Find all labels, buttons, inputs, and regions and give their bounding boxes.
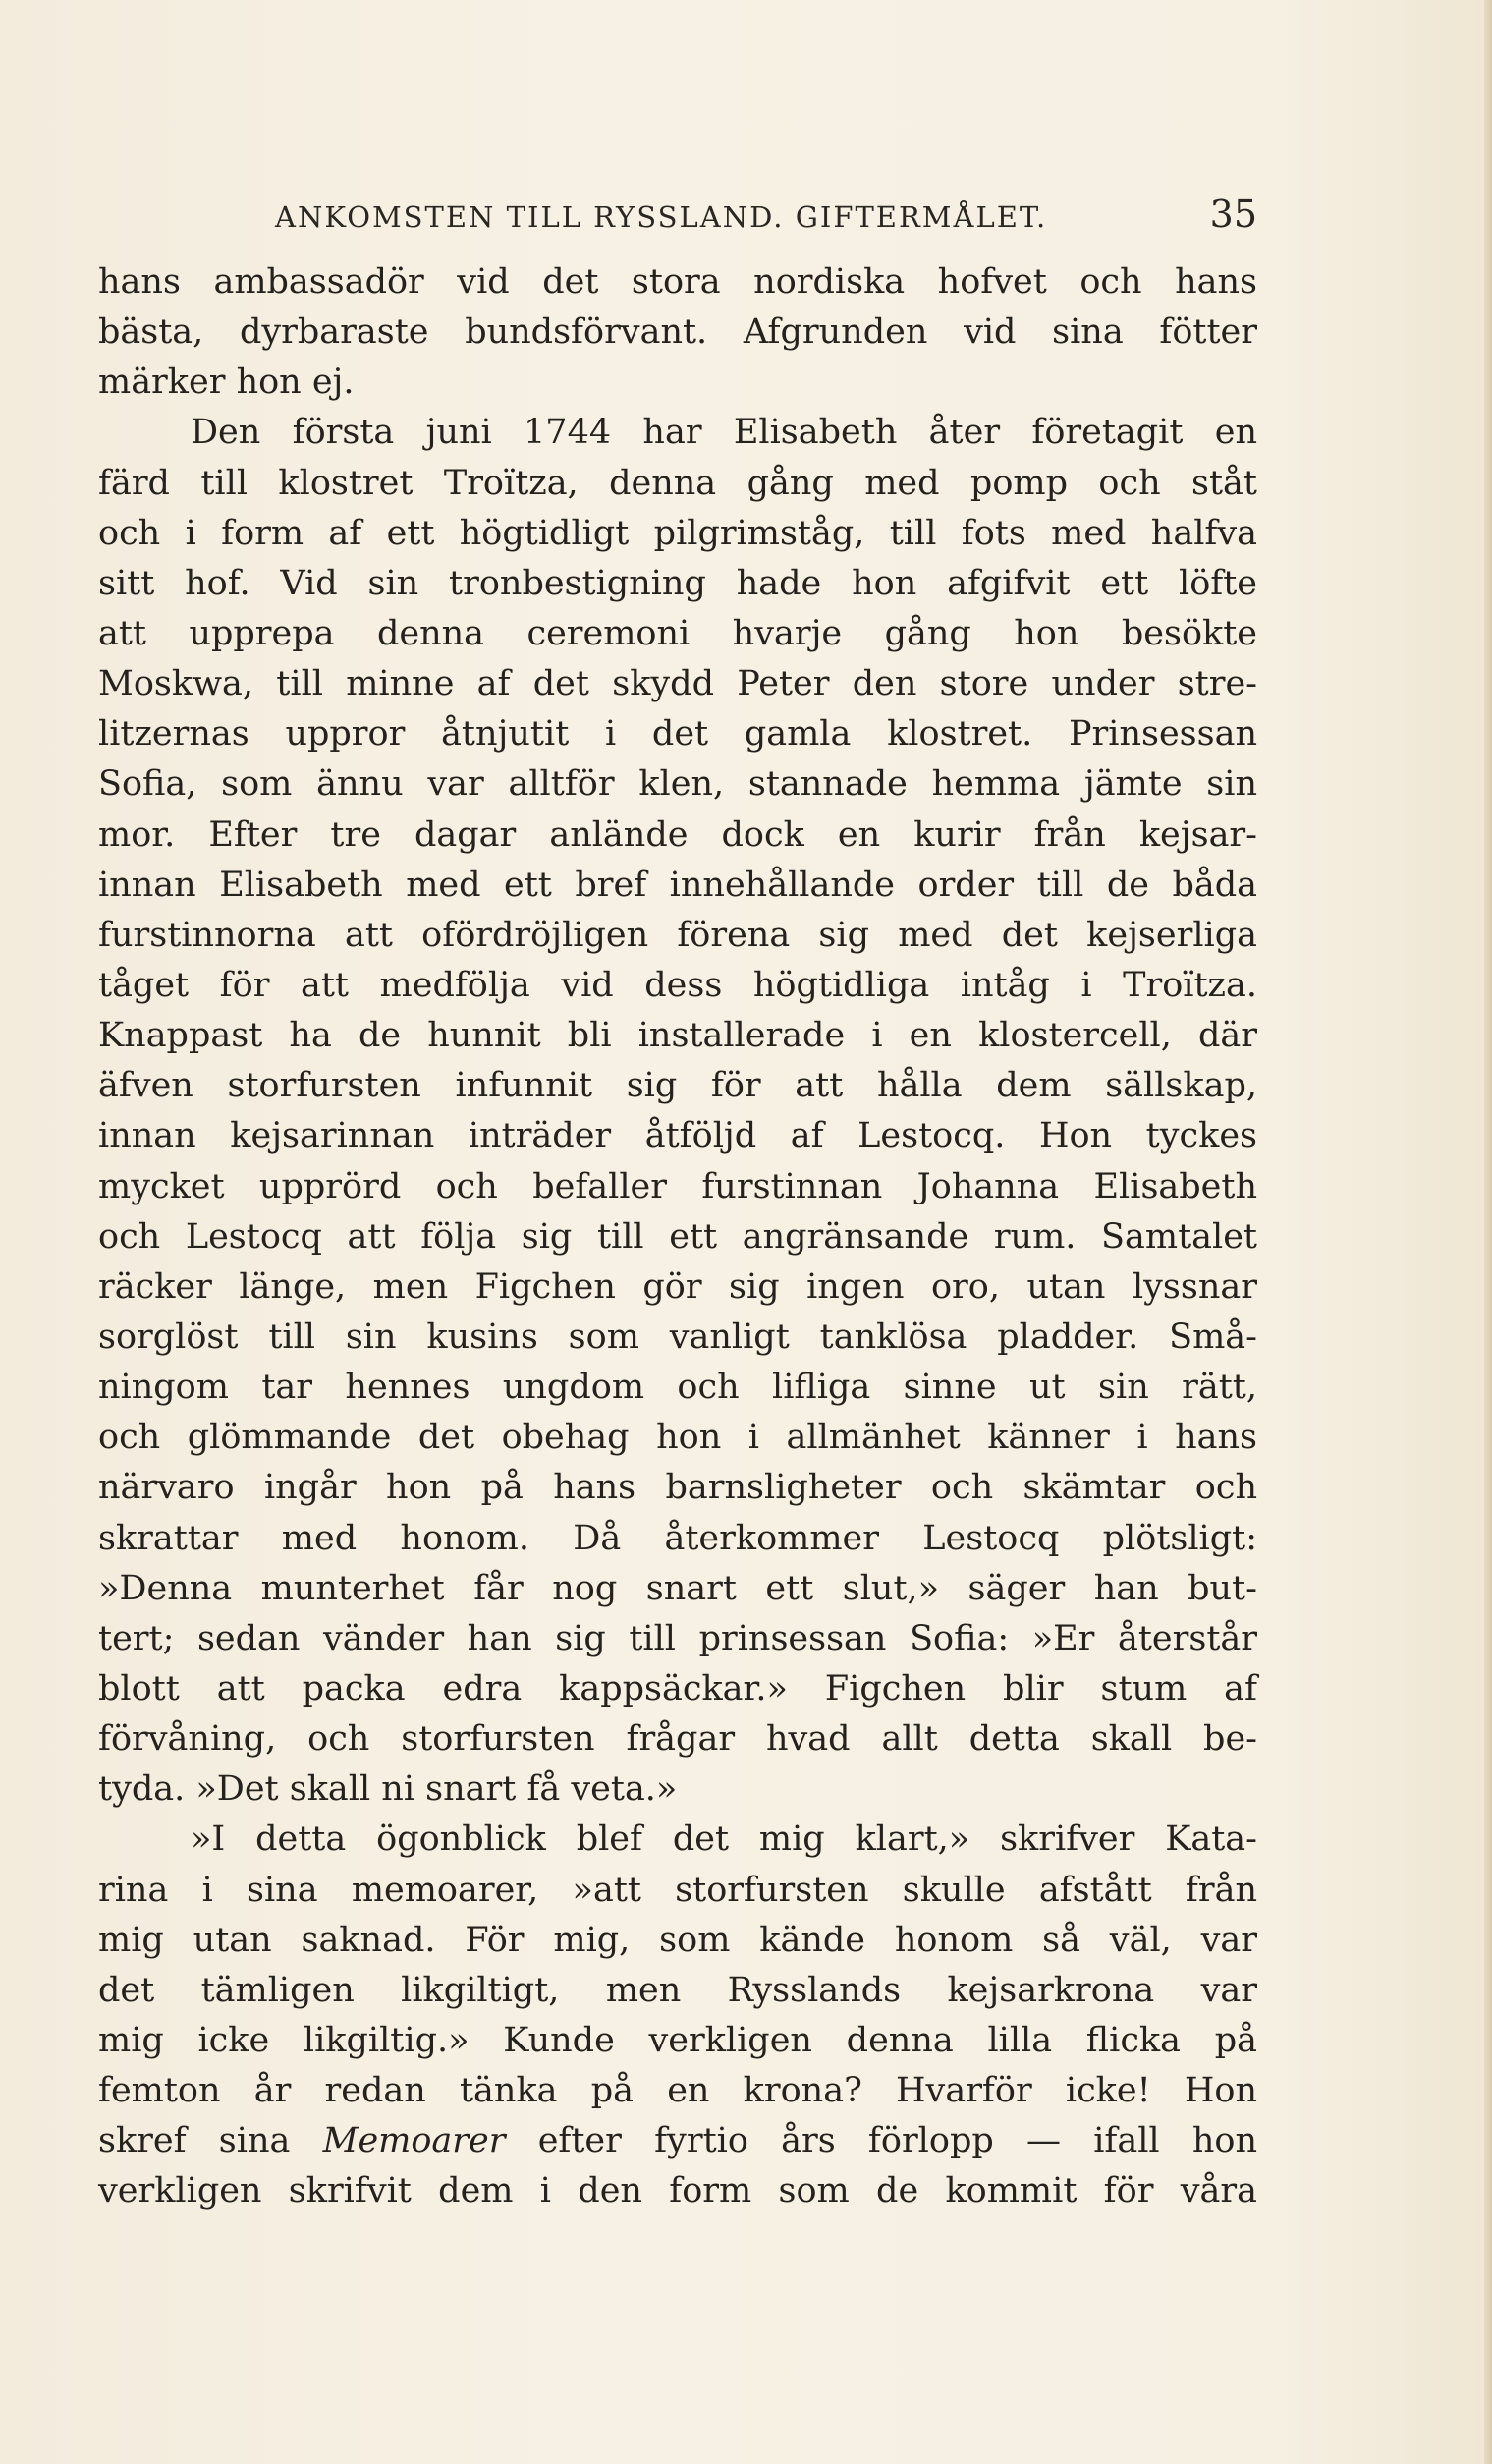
- text-segment: tert; sedan vänder han sig till prinsessan Sofia: »Er återstår: [98, 1618, 1257, 1658]
- text-segment: färd till klostret Troïtza, denna gång med pomp och ståt: [98, 463, 1257, 503]
- text-line: [98, 861, 1257, 911]
- text-segment: och glömmande det obehag hon i allmänhet känner i hans: [98, 1418, 1257, 1458]
- text-line: [98, 709, 1257, 759]
- text-segment: tyda. »Det skall ni snart få veta.»: [98, 1769, 678, 1810]
- text-line: [98, 1413, 1257, 1463]
- text-line: [98, 459, 1257, 509]
- text-line: [98, 2166, 1257, 2216]
- text-line: [98, 1162, 1257, 1212]
- text-line: [98, 1916, 1257, 1966]
- text-segment: innan Elisabeth med ett bref innehållande order till de båda: [98, 865, 1257, 905]
- text-segment: »I detta ögonblick blef det mig klart,» skrifver Kata-: [191, 1820, 1257, 1860]
- text-segment: verkligen skrifvit dem i den form som de kommit för våra: [98, 2171, 1257, 2212]
- text-segment: mig utan saknad. För mig, som kände honom så väl, var: [98, 1920, 1257, 1960]
- text-line: [98, 1614, 1257, 1664]
- text-line: [98, 1111, 1257, 1161]
- text-segment: skrattar med honom. Då återkommer Lestocq plötsligt:: [98, 1518, 1257, 1558]
- text-segment: innan kejsarinnan inträder åtföljd af Lestocq. Hon tyckes: [98, 1116, 1257, 1156]
- text-segment: och Lestocq att följa sig till ett angränsande rum. Samtalet: [98, 1216, 1257, 1257]
- text-line: [98, 2016, 1257, 2066]
- text-segment: femton år redan tänka på en krona? Hvarför icke! Hon: [98, 2071, 1257, 2111]
- text-line: [98, 1363, 1257, 1413]
- text-line: [98, 759, 1257, 810]
- italic-title: Memoarer: [322, 2121, 506, 2161]
- text-segment: ningom tar hennes ungdom och lifliga sinne ut sin rätt,: [98, 1368, 1257, 1408]
- text-segment: sorglöst till sin kusins som vanligt tanklösa pladder. Små-: [98, 1316, 1257, 1357]
- page-header: [98, 193, 1257, 252]
- text-line: [98, 2116, 1257, 2166]
- text-segment: litzernas uppror åtnjutit i det gamla klostret. Prinsessan: [98, 714, 1257, 755]
- text-segment: märker hon ej.: [98, 363, 355, 403]
- text-line: [98, 408, 1257, 458]
- text-segment: förvåning, och storfursten frågar hvad allt detta skall be-: [98, 1719, 1257, 1760]
- text-line: [98, 1564, 1257, 1614]
- text-line: [98, 911, 1257, 961]
- text-segment: efter fyrtio års förlopp — ifall hon: [505, 2121, 1258, 2161]
- text-line: [98, 1815, 1257, 1865]
- page-edge-shadow: [1484, 0, 1492, 2464]
- text-segment: bästa, dyrbaraste bundsförvant. Afgrunden vid sina fötter: [98, 312, 1257, 353]
- text-line: [98, 1463, 1257, 1513]
- text-segment: mor. Efter tre dagar anlände dock en kurir från kejsar-: [98, 814, 1257, 855]
- text-line: [98, 1011, 1257, 1061]
- text-segment: räcker länge, men Figchen gör sig ingen oro, utan lyssnar: [98, 1266, 1257, 1307]
- text-line: [98, 1714, 1257, 1764]
- text-segment: furstinnorna att ofördröjligen förena sig med det kejserliga: [98, 915, 1257, 955]
- text-line: [98, 609, 1257, 659]
- text-line: [98, 1061, 1257, 1111]
- text-line: [98, 1212, 1257, 1262]
- text-segment: och i form af ett högtidligt pilgrimståg, till fots med halfva: [98, 513, 1257, 553]
- text-line: [98, 1313, 1257, 1363]
- text-segment: mycket upprörd och befaller furstinnan Johanna Elisabeth: [98, 1166, 1257, 1206]
- text-segment: rina i sina memoarer, »att storfursten skulle afstått från: [98, 1870, 1257, 1910]
- text-line: [98, 257, 1257, 308]
- text-segment: blott att packa edra kappsäckar.» Figchen blir stum af: [98, 1668, 1257, 1708]
- text-segment: Sofia, som ännu var alltför klen, stannade hemma jämte sin: [98, 764, 1257, 805]
- body-text: [98, 257, 1257, 2216]
- text-line: [98, 659, 1257, 709]
- text-segment: Moskwa, till minne af det skydd Peter den store under stre-: [98, 664, 1257, 704]
- text-segment: närvaro ingår hon på hans barnsligheter och skämtar och: [98, 1468, 1257, 1508]
- text-line: [98, 1514, 1257, 1564]
- text-segment: äfven storfursten infunnit sig för att hålla dem sällskap,: [98, 1066, 1257, 1106]
- text-segment: mig icke likgiltig.» Kunde verkligen denna lilla flicka på: [98, 2020, 1257, 2060]
- text-line: [98, 1764, 1257, 1815]
- text-line: [98, 559, 1257, 609]
- text-segment: sitt hof. Vid sin tronbestigning hade hon afgifvit ett löfte: [98, 563, 1257, 603]
- text-segment: att upprepa denna ceremoni hvarje gång hon besökte: [98, 613, 1257, 653]
- text-line: [98, 308, 1257, 358]
- text-segment: det tämligen likgiltigt, men Rysslands kejsarkrona var: [98, 1970, 1257, 2010]
- running-head: ANKOMSTEN TILL RYSSLAND. GIFTERMÅLET.: [275, 200, 1048, 234]
- text-line: [98, 811, 1257, 861]
- text-line: [98, 358, 1257, 408]
- text-segment: Den första juni 1744 har Elisabeth åter företagit en: [191, 413, 1257, 453]
- text-line: [98, 961, 1257, 1011]
- text-line: [98, 2066, 1257, 2116]
- page-number: 35: [1209, 193, 1257, 236]
- text-line: [98, 1966, 1257, 2016]
- text-segment: skref sina: [98, 2121, 323, 2161]
- text-line: [98, 1866, 1257, 1916]
- text-segment: hans ambassadör vid det stora nordiska hofvet och hans: [98, 262, 1257, 302]
- text-line: [98, 1262, 1257, 1313]
- text-segment: »Denna munterhet får nog snart ett slut,» säger han but-: [98, 1568, 1257, 1608]
- text-segment: tåget för att medfölja vid dess högtidliga intåg i Troïtza.: [98, 965, 1257, 1005]
- text-line: [98, 1664, 1257, 1714]
- text-segment: Knappast ha de hunnit bli installerade i en klostercell, där: [98, 1016, 1257, 1056]
- text-line: [98, 509, 1257, 559]
